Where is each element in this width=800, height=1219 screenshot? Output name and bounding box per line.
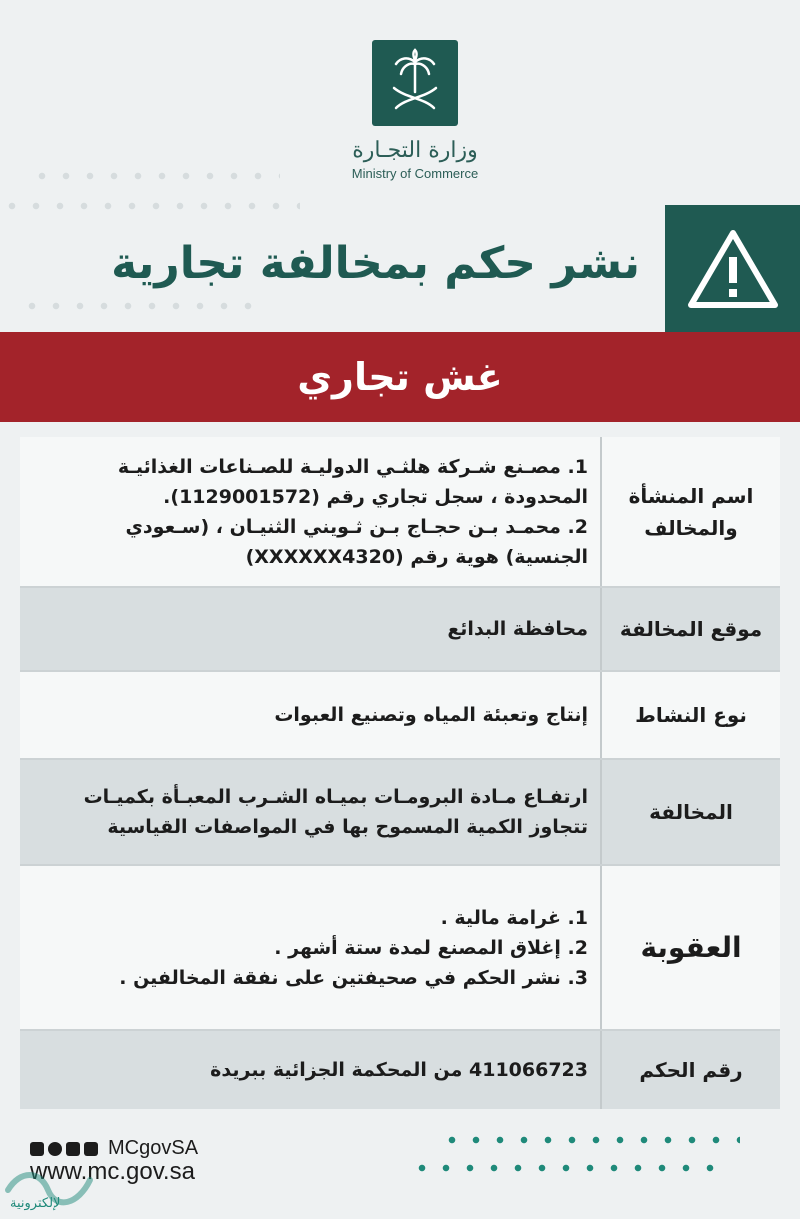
value-line: ارتفـاع مـادة البرومـات بميـاه الشـرب المعبـأة بكميـات [83, 786, 588, 808]
warning-box [665, 205, 800, 332]
row-label: نوع النشاط [600, 672, 780, 758]
decorative-dots [30, 170, 280, 182]
table-row-violation [20, 760, 780, 866]
palm-swords-emblem-icon [372, 40, 458, 126]
list-item: 2. إغلاق المصنع لمدة ستة أشهر . [274, 936, 588, 959]
row-label: المخالفة [600, 760, 780, 864]
value-line: 411066723 من المحكمة الجزائية ببريدة [210, 1059, 588, 1081]
table-row-verdict [20, 1031, 780, 1109]
value-line: الجنسية) هوية رقم (XXXXXX4320) [245, 545, 588, 568]
value-line: 1. مصـنع شـركة هلثـي الدوليـة للصـناعات الغذائيـة [117, 455, 588, 478]
decorative-dots [0, 200, 300, 212]
row-value [20, 437, 600, 586]
value-line: محافظة البدائع [447, 618, 588, 640]
row-label: موقع المخالفة [600, 588, 780, 670]
value-line: المحدودة ، سجل تجاري رقم (1129001572). [163, 485, 588, 508]
banner-text: غش تجاري [297, 355, 503, 399]
table-row-activity [20, 672, 780, 760]
watermark-text: لإلكترونية [10, 1196, 61, 1211]
website-link[interactable]: www.mc.gov.sa [30, 1158, 195, 1185]
details-table [20, 437, 780, 1109]
ministry-name-arabic: وزارة التجـارة [352, 138, 478, 163]
row-value [20, 672, 600, 758]
row-label [600, 437, 780, 586]
row-value [20, 1031, 600, 1109]
value-line: إنتاج وتعبئة المياه وتصنيع العبوات [274, 704, 588, 726]
decorative-dots [20, 300, 260, 312]
value-line: تتجاوز الكمية المسموح بها في المواصفات القياسية [107, 816, 588, 838]
table-row-penalty [20, 866, 780, 1031]
warning-triangle-icon [685, 227, 781, 311]
row-value [20, 866, 600, 1029]
label-line: اسم المنشأة [628, 483, 754, 508]
ministry-name-english: Ministry of Commerce [351, 166, 479, 181]
table-row-location [20, 588, 780, 672]
row-value [20, 760, 600, 864]
ministry-logo [330, 40, 500, 181]
table-row-entity [20, 437, 780, 588]
label-line: والمخالف [644, 515, 738, 540]
social-handle[interactable]: MCgovSA [108, 1137, 199, 1159]
decorative-dots [410, 1162, 730, 1174]
list-item: 3. نشر الحكم في صحيفتين على نفقة المخالفين . [119, 966, 588, 989]
decorative-dots [440, 1134, 740, 1146]
row-value [20, 588, 600, 670]
page-title: نشر حكم بمخالفة تجارية [111, 238, 640, 289]
value-line: 2. محمـد بـن حجـاج بـن ثـويني الثنيـان ، (سـعودي [125, 515, 588, 538]
violation-type-banner [0, 332, 800, 422]
list-item: 1. غرامة مالية . [440, 906, 588, 929]
row-label: العقوبة [600, 866, 780, 1029]
row-label: رقم الحكم [600, 1031, 780, 1109]
